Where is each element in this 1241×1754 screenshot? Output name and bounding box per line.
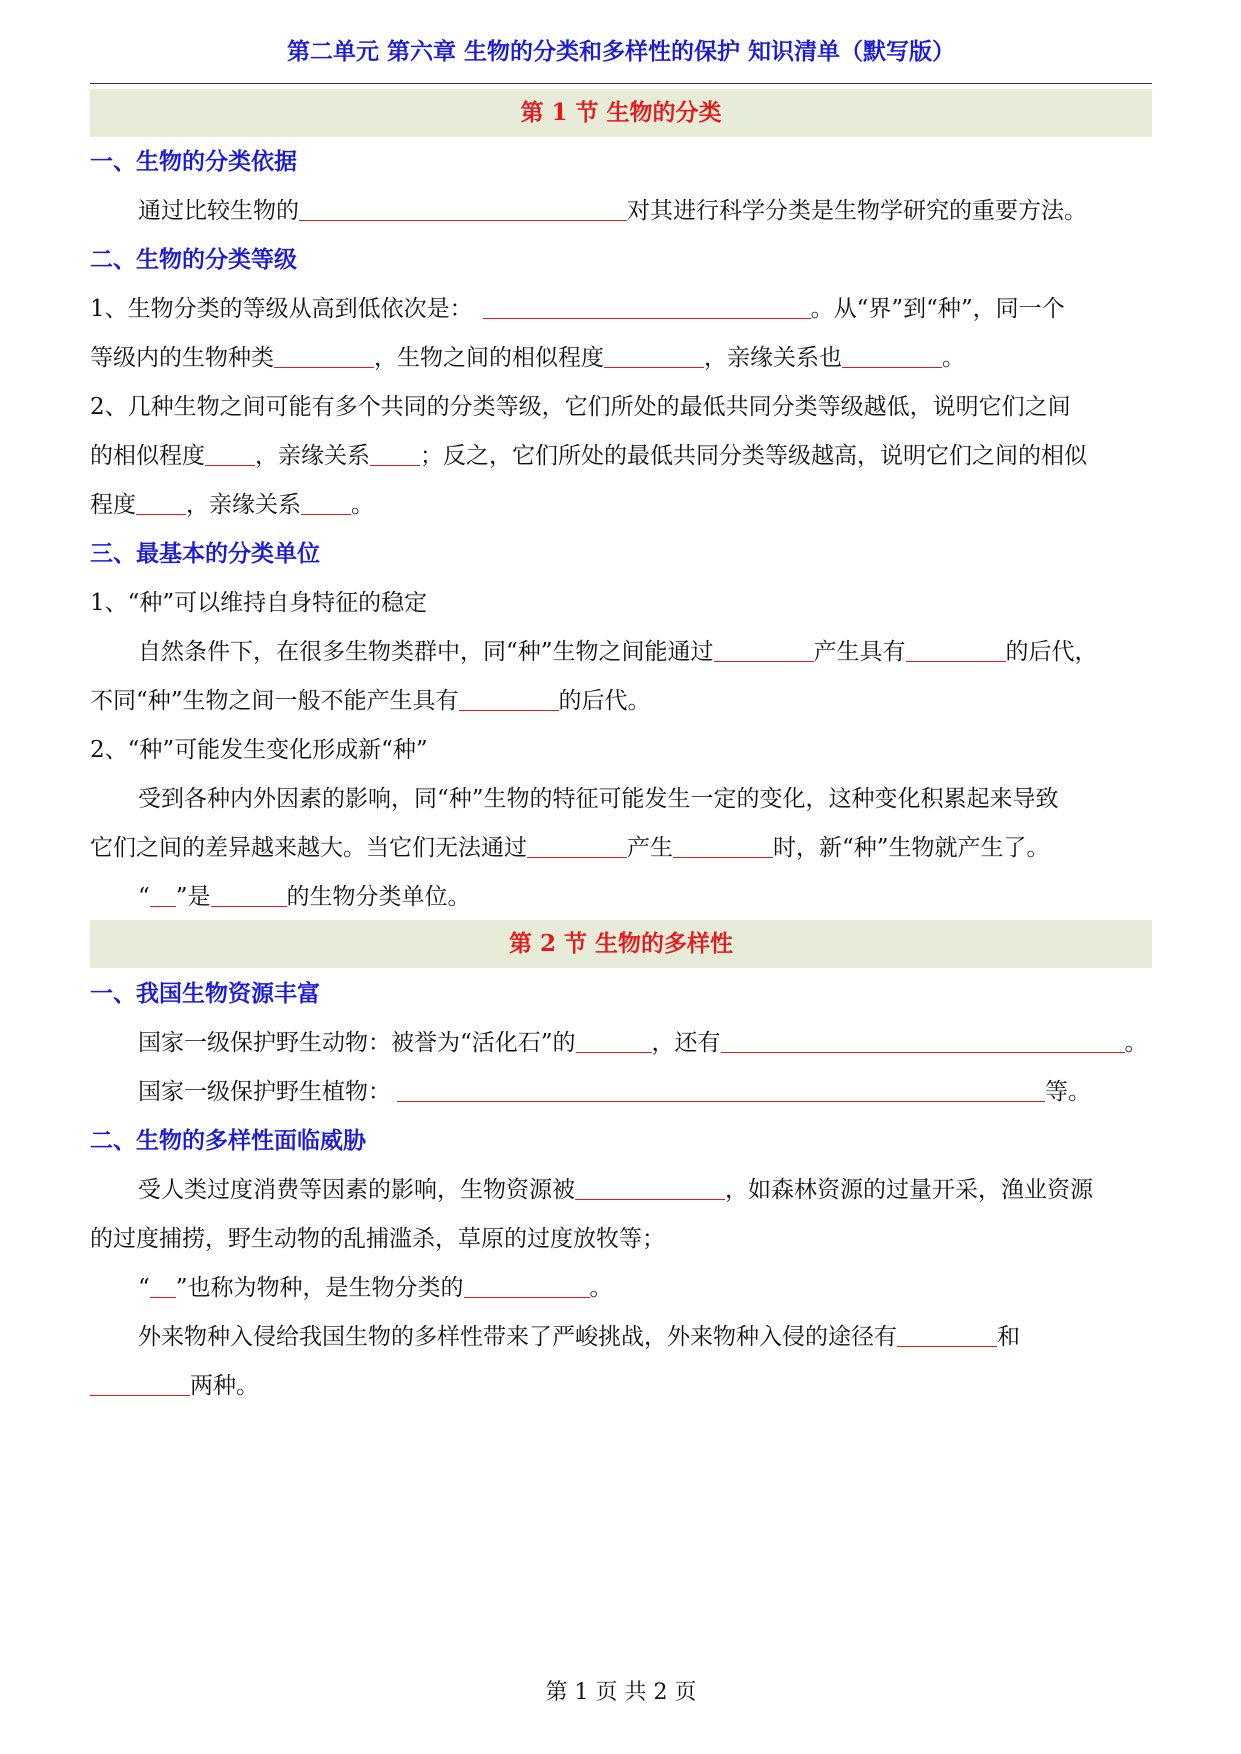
text-line: 受人类过度消费等因素的影响，生物资源被 ，如森林资源的过量开采，渔业资源 (138, 1177, 1093, 1203)
fill-blank[interactable] (673, 835, 773, 858)
page-number: 第 1 页 共 2 页 (545, 1680, 697, 1705)
page-title: 第二单元 第六章 生物的分类和多样性的保护 知识清单（默写版） (286, 38, 956, 65)
fill-blank[interactable] (90, 1373, 190, 1396)
text-line: 不同“种”生物之间一般不能产生具有 的后代。 (90, 688, 651, 714)
fill-blank[interactable] (527, 835, 627, 858)
text-line: 的过度捕捞，野生动物的乱捕滥杀，草原的过度放牧等； (90, 1226, 665, 1252)
text-line: 受到各种内外因素的影响，同“种”生物的特征可能发生一定的变化，这种变化积累起来导致 (138, 786, 1059, 812)
fill-blank[interactable] (714, 639, 814, 662)
fill-blank[interactable] (211, 884, 287, 907)
fill-blank[interactable] (464, 1275, 590, 1298)
fill-blank[interactable] (136, 492, 186, 515)
fill-blank[interactable] (906, 639, 1006, 662)
fill-blank[interactable] (459, 688, 559, 711)
text-line: 程度 ，亲缘关系 。 (90, 492, 374, 518)
fill-blank[interactable] (576, 1030, 652, 1053)
text-line: 自然条件下，在很多生物类群中，同“种”生物之间能通过 产生具有 的后代， (138, 639, 1098, 665)
text-line: 国家一级保护野生动物：被誉为“活化石”的 ，还有 。 (138, 1030, 1148, 1056)
fill-blank[interactable] (299, 198, 627, 221)
fill-blank[interactable] (721, 1030, 1125, 1053)
fill-blank[interactable] (301, 492, 351, 515)
heading-classification-basis: 一、生物的分类依据 (90, 148, 297, 175)
text-line: 外来物种入侵给我国生物的多样性带来了严峻挑战，外来物种入侵的途径有 和 (138, 1324, 1020, 1350)
fill-blank[interactable] (274, 345, 374, 368)
fill-blank[interactable] (397, 1079, 1045, 1102)
text-line: 2、“种”可能发生变化形成新“种” (90, 737, 428, 763)
heading-classification-levels: 二、生物的分类等级 (90, 246, 297, 273)
text-line: 1、“种”可以维持自身特征的稳定 (90, 590, 428, 616)
text-line: 的相似程度 ，亲缘关系 ；反之，它们所处的最低共同分类等级越高，说明它们之间的相似 (90, 443, 1087, 469)
text-line: 它们之间的差异越来越大。当它们无法通过 产生 时，新“种”生物就产生了。 (90, 835, 1050, 861)
fill-blank[interactable] (150, 884, 176, 907)
fill-blank[interactable] (370, 443, 420, 466)
fill-blank[interactable] (575, 1177, 725, 1200)
text-line: 1、生物分类的等级从高到低依次是： 。从“界”到“种”，同一个 (90, 296, 1065, 322)
fill-blank[interactable] (604, 345, 704, 368)
section-1-title: 第 1 节 生物的分类 (90, 89, 1152, 137)
text-line: 国家一级保护野生植物： 等。 (138, 1079, 1091, 1105)
fill-blank[interactable] (897, 1324, 997, 1347)
text-line: “ ”也称为物种，是生物分类的 。 (138, 1275, 613, 1301)
fill-blank[interactable] (205, 443, 255, 466)
text-line: 两种。 (90, 1371, 1152, 1401)
heading-diversity-threats: 二、生物的多样性面临威胁 (90, 1127, 366, 1154)
fill-blank[interactable] (842, 345, 942, 368)
text-line: 通过比较生物的 对其进行科学分类是生物学研究的重要方法。 (138, 198, 1087, 224)
fill-blank[interactable] (150, 1275, 176, 1298)
header-divider (90, 83, 1152, 84)
fill-blank[interactable] (483, 296, 811, 319)
heading-basic-unit: 三、最基本的分类单位 (90, 540, 320, 567)
text-line: 等级内的生物种类 ，生物之间的相似程度 ，亲缘关系也 。 (90, 345, 965, 371)
text-line: 2、几种生物之间可能有多个共同的分类等级，它们所处的最低共同分类等级越低，说明它们之间 (90, 394, 1071, 420)
heading-rich-resources: 一、我国生物资源丰富 (90, 980, 320, 1007)
text-line: “ ”是 的生物分类单位。 (138, 884, 471, 910)
section-2-title: 第 2 节 生物的多样性 (90, 920, 1152, 968)
